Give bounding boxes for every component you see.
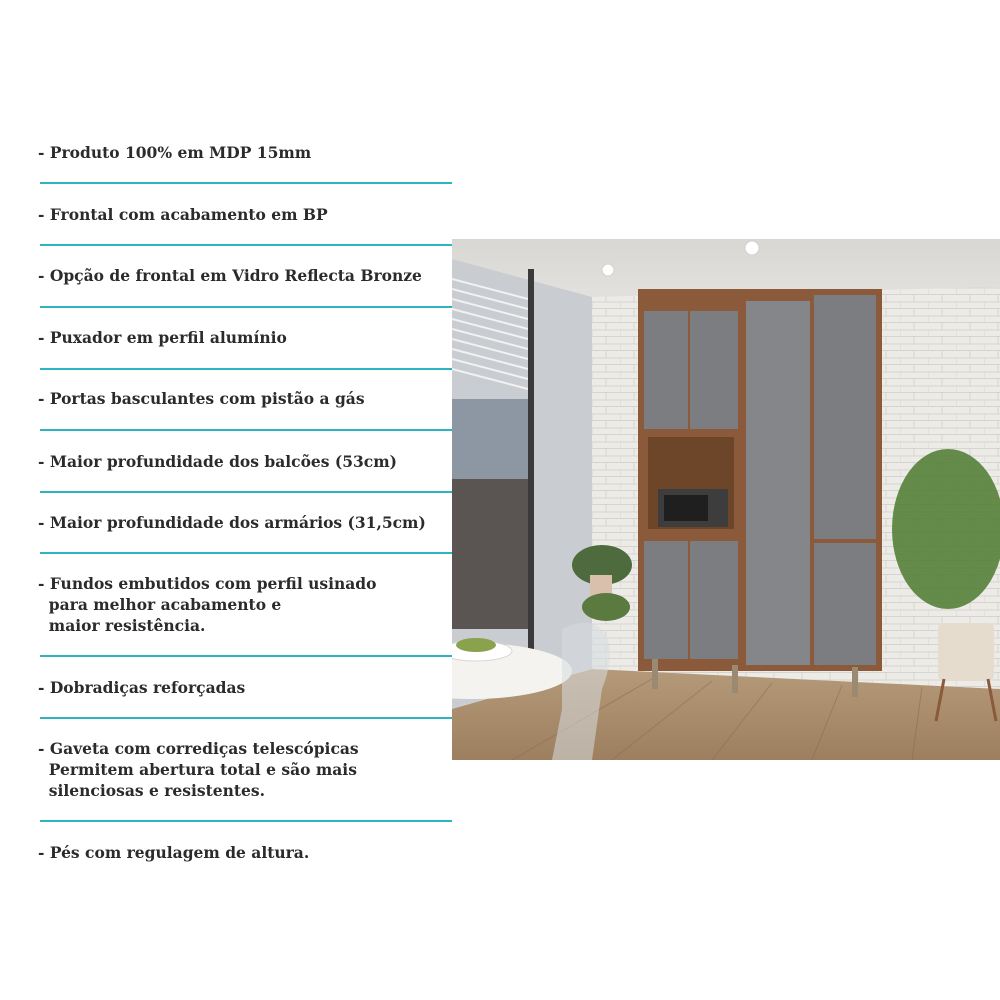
feature-text: para melhor acabamento e xyxy=(38,595,282,614)
feature-item xyxy=(38,388,452,409)
feature-item xyxy=(38,842,452,863)
feature-text: - Produto 100% em MDP 15mm xyxy=(38,143,312,162)
planter xyxy=(938,623,994,681)
feature-text: - Fundos embutidos com perfil usinado xyxy=(38,574,377,593)
feature-item xyxy=(38,265,452,286)
cabinet-door xyxy=(814,543,876,665)
ceiling-light xyxy=(602,264,614,276)
feature-item xyxy=(38,327,452,348)
feature-text: - Maior profundidade dos balcões (53cm) xyxy=(38,452,397,471)
feature-text: - Gaveta com corrediças telescópicas xyxy=(38,739,359,758)
feature-text: - Pés com regulagem de altura. xyxy=(38,843,310,862)
feature-item xyxy=(38,738,452,801)
feature-separator xyxy=(40,820,452,822)
feature-item xyxy=(38,677,452,698)
feature-separator xyxy=(40,429,452,431)
feature-text: - Maior profundidade dos armários (31,5cm) xyxy=(38,513,426,532)
feature-text: - Puxador em perfil alumínio xyxy=(38,328,287,347)
feature-item xyxy=(38,512,452,533)
feature-separator xyxy=(40,244,452,246)
feature-text: maior resistência. xyxy=(38,616,206,635)
plant xyxy=(892,449,1000,609)
cabinet-door xyxy=(644,541,688,659)
feature-text: Permitem abertura total e são mais xyxy=(38,760,357,779)
feature-text: - Opção de frontal em Vidro Reflecta Bronze xyxy=(38,266,422,285)
product-photo xyxy=(452,239,1000,760)
feature-separator xyxy=(40,552,452,554)
feature-separator xyxy=(40,717,452,719)
feature-text: silenciosas e resistentes. xyxy=(38,781,266,800)
feature-separator xyxy=(40,655,452,657)
cabinet-door xyxy=(746,301,810,665)
feature-item xyxy=(38,451,452,472)
feature-text: - Dobradiças reforçadas xyxy=(38,678,246,697)
feature-text: - Frontal com acabamento em BP xyxy=(38,205,328,224)
ceiling-light xyxy=(745,241,759,255)
cabinet-door xyxy=(690,311,738,429)
plant xyxy=(582,593,630,621)
feature-item xyxy=(38,573,452,636)
feature-item xyxy=(38,204,452,225)
feature-separator xyxy=(40,182,452,184)
cabinet-door xyxy=(644,311,688,429)
feature-separator xyxy=(40,306,452,308)
cabinet-door xyxy=(690,541,738,659)
feature-separator xyxy=(40,491,452,493)
feature-item xyxy=(38,142,452,163)
feature-text: - Portas basculantes com pistão a gás xyxy=(38,389,365,408)
city-view xyxy=(452,399,528,479)
feature-separator xyxy=(40,368,452,370)
cabinet-door xyxy=(814,295,876,539)
